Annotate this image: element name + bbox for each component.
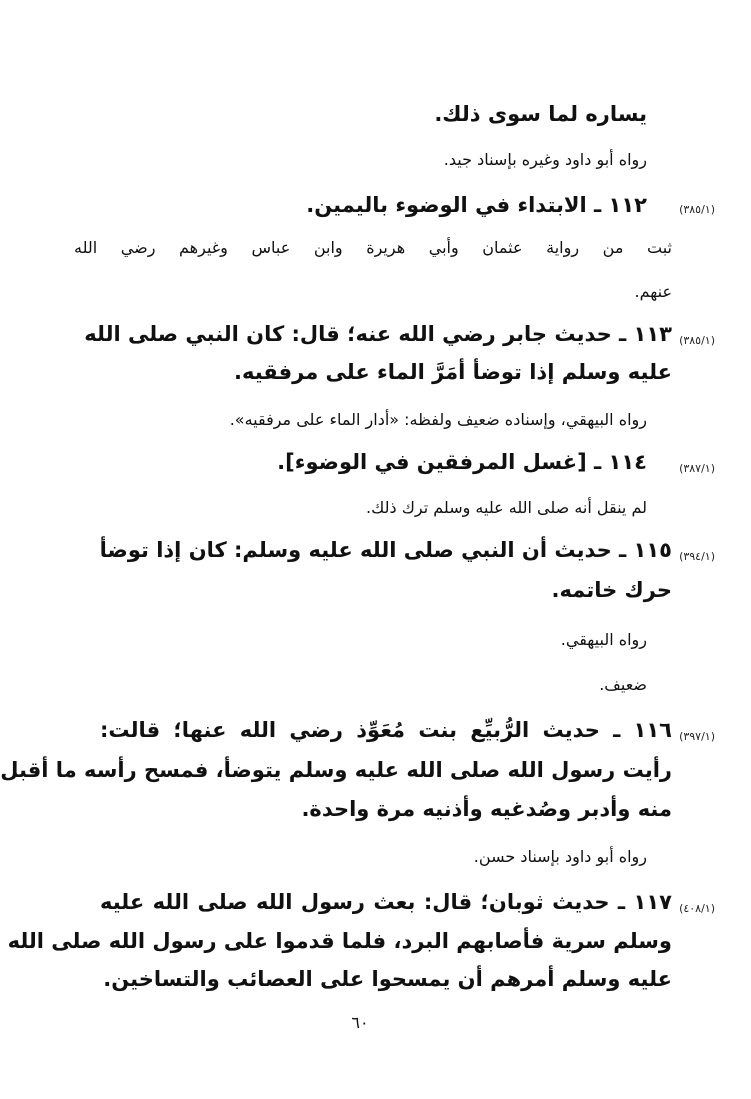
volume-page-reference: (٣٨٥/١) bbox=[679, 203, 715, 216]
text-line: يساره لما سوى ذلك. bbox=[434, 102, 647, 126]
text-line: عليه وسلم أمرهم أن يمسحوا على العصائب والتساخين. bbox=[103, 967, 672, 991]
text-line: رواه البيهقي. bbox=[560, 630, 647, 649]
text-line: لم ينقل أنه صلى الله عليه وسلم ترك ذلك. bbox=[366, 498, 647, 517]
hadith-heading-115: ١١٥ ـ حديث أن النبي صلى الله عليه وسلم: كان إذا توضأ bbox=[99, 538, 672, 562]
hadith-heading-114: ١١٤ ـ [غسل المرفقين في الوضوء]. bbox=[277, 450, 647, 474]
text-line: حرك خاتمه. bbox=[551, 578, 672, 602]
text-line: ثبت من رواية عثمان وأبي هريرة وابن عباس وغيرهم رضي الله bbox=[74, 238, 672, 257]
text-line: منه وأدبر وصُدغيه وأذنيه مرة واحدة. bbox=[301, 797, 672, 821]
volume-page-reference: (٣٨٥/١) bbox=[679, 334, 715, 347]
text-line: ضعيف. bbox=[599, 675, 647, 694]
hadith-heading-117: ١١٧ ـ حديث ثوبان؛ قال: بعث رسول الله صلى الله عليه bbox=[100, 890, 672, 914]
text-line: عنهم. bbox=[634, 282, 672, 301]
page-number: ٦٠ bbox=[351, 1013, 369, 1032]
text-line: وسلم سرية فأصابهم البرد، فلما قدموا على رسول الله صلى الله bbox=[7, 929, 672, 953]
text-line: عليه وسلم إذا توضأ أمَرَّ الماء على مرفقيه. bbox=[234, 360, 672, 384]
volume-page-reference: (٣٨٧/١) bbox=[679, 462, 715, 475]
text-line: رواه أبو داود بإسناد حسن. bbox=[473, 847, 647, 866]
volume-page-reference: (٤٠٨/١) bbox=[679, 902, 715, 915]
text-line: رواه أبو داود وغيره بإسناد جيد. bbox=[443, 150, 647, 169]
volume-page-reference: (٣٩٧/١) bbox=[679, 730, 715, 743]
text-line: رواه البيهقي، وإسناده ضعيف ولفظه: «أدار الماء على مرفقيه». bbox=[229, 410, 647, 429]
text-line: رأيت رسول الله صلى الله عليه وسلم يتوضأ، فمسح رأسه ما أقبل bbox=[0, 758, 672, 782]
hadith-heading-112: ١١٢ ـ الابتداء في الوضوء باليمين. bbox=[306, 193, 647, 217]
volume-page-reference: (٣٩٤/١) bbox=[679, 550, 715, 563]
hadith-heading-113: ١١٣ ـ حديث جابر رضي الله عنه؛ قال: كان النبي صلى الله bbox=[84, 322, 672, 346]
hadith-heading-116: ١١٦ ـ حديث الرُّبيِّع بنت مُعَوِّذ رضي الله عنها؛ قالت: bbox=[100, 718, 672, 742]
